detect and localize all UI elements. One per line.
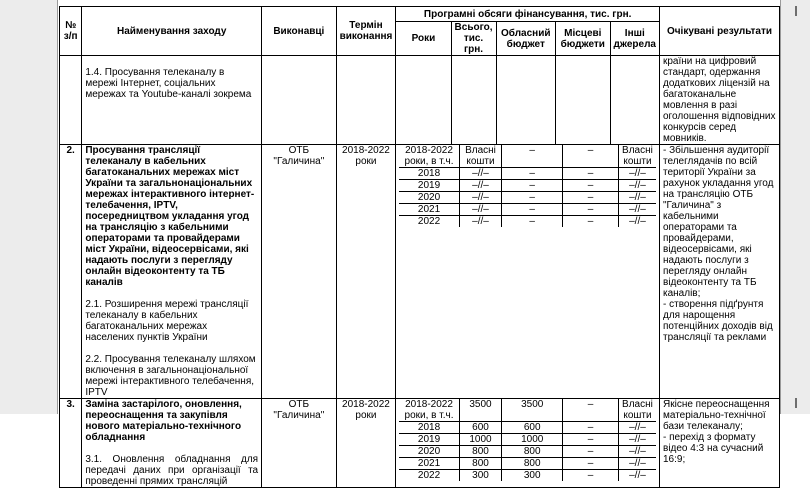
- scroll-up-mark[interactable]: [795, 6, 797, 16]
- funding-local: –: [563, 470, 619, 482]
- funding-total: –//–: [459, 204, 502, 216]
- funding-regional: 1000: [502, 434, 563, 446]
- activity-text: 1.4. Просування телеканалу в мережі Інтернет, соціальних мережах та Youtube-каналі зокрема: [85, 67, 252, 100]
- header-years: Роки: [396, 22, 451, 56]
- funding-local: –: [563, 180, 619, 192]
- term-cell: 2018-2022 роки: [336, 399, 396, 488]
- funding-regional: 300: [502, 470, 563, 482]
- funding-total: 600: [459, 422, 502, 434]
- funding-year: 2018: [399, 168, 459, 180]
- header-funding: Програмні обсяги фінансування, тис. грн.: [396, 7, 660, 22]
- funding-total: 800: [459, 458, 502, 470]
- results-text-1: - Збільшення аудиторії телеглядачів по всій території України за рахунок укладання угод на трансляцію ОТБ "Галичина" з кабельними операторами та провайдерами, відеосервісами, які надають послуги з перегляду онлайн відеоконтенту та ТБ каналів;: [663, 145, 774, 299]
- funding-row: [399, 180, 656, 192]
- term-cell: 2018-2022 роки: [336, 145, 396, 399]
- header-activity: Найменування заходу: [82, 7, 262, 56]
- funding-year: 2019: [399, 434, 459, 446]
- funding-regional: 3500: [502, 399, 563, 422]
- funding-year: 2019: [399, 180, 459, 192]
- funding-subtable: [399, 399, 656, 481]
- header-local: Місцеві бюджети: [556, 22, 611, 56]
- funding-cell: [396, 399, 660, 488]
- header-results: Очікувані результати: [660, 7, 780, 56]
- funding-local: –: [563, 204, 619, 216]
- funding-total: 3500: [459, 399, 502, 422]
- results-text-2: - перехід з формату відео 4:3 на сучасний 16:9;: [663, 432, 764, 465]
- funding-local: –: [563, 458, 619, 470]
- funding-regional: –: [502, 168, 563, 180]
- funding-other: –//–: [618, 458, 656, 470]
- activity-sub-2: 2.2. Просування телеканалу шляхом включення в загальнонаціональної мережі інтерактивного телебачення, IPTV: [85, 354, 256, 398]
- funding-local: –: [563, 216, 619, 228]
- funding-row: [399, 204, 656, 216]
- activity-sub-1: 3.1. Оновлення обладнання для передачі даних при організації та проведенні прямих трансляцій: [85, 454, 259, 487]
- activity-title: Заміна застарілого, оновлення, переоснащення та закупівля нового матеріально-технічного обладнання: [85, 399, 242, 443]
- funding-other: –//–: [618, 434, 656, 446]
- funding-regional: –: [502, 180, 563, 192]
- program-table: [59, 6, 780, 488]
- funding-other: Власні кошти: [618, 145, 656, 168]
- funding-year: 2022: [399, 470, 459, 482]
- funding-other: –//–: [629, 470, 646, 481]
- funding-year: 2021: [399, 204, 459, 216]
- funding-other: –//–: [629, 216, 646, 227]
- funding-row: [399, 446, 656, 458]
- header-num: № з/п: [60, 7, 82, 56]
- page-edge-right: [780, 0, 781, 414]
- funding-other: Власні кошти: [618, 399, 656, 422]
- funding-total: –//–: [459, 168, 502, 180]
- funding-row: [399, 216, 656, 228]
- activity-cell: [82, 56, 262, 145]
- activity-title: Просування трансляції телеканалу в кабельних багатоканальних мережах міст України та загальнонаціональних мережах інтерактивного інтернет-телебачення, IPTV, посередництвом укладання угод на трансляцію з кабельними операторами та провайдерами міст України, відеосервісами, які надають послуги з перегляду онлайн відеоконтенту та ТБ каналів: [85, 145, 255, 288]
- table-row: [60, 145, 780, 399]
- results-cell: [660, 145, 780, 399]
- funding-local: –: [563, 192, 619, 204]
- document-page: [58, 0, 780, 487]
- header-executors: Виконавці: [262, 7, 336, 56]
- funding-regional: –: [502, 216, 563, 228]
- funding-row: [399, 168, 656, 180]
- funding-year: 2018-2022 роки, в т.ч.: [399, 399, 459, 422]
- header-term: Термін виконання: [336, 7, 396, 56]
- funding-year: 2018: [399, 422, 459, 434]
- funding-year: 2021: [399, 458, 459, 470]
- funding-year: 2022: [399, 216, 459, 228]
- funding-row: [399, 470, 656, 482]
- executor-cell: ОТБ "Галичина": [262, 145, 336, 399]
- funding-subtable: [399, 145, 656, 227]
- header-other: Інші джерела: [610, 22, 659, 56]
- results-text-1: Якісне переоснащення матеріально-технічної бази телеканалу;: [663, 399, 770, 432]
- funding-row: [399, 422, 656, 434]
- executor-cell: ОТБ "Галичина": [262, 399, 336, 488]
- funding-local: –: [563, 145, 619, 168]
- row-number: 2.: [60, 145, 82, 399]
- funding-row: [399, 145, 656, 168]
- funding-total: 800: [459, 446, 502, 458]
- funding-total: 300: [459, 470, 502, 482]
- funding-regional: –: [502, 204, 563, 216]
- funding-local: –: [563, 399, 619, 422]
- results-cell: країни на цифровий стандарт, одержання додаткових ліцензій на багатоканальне мовлення в разі оголошення відповідних конкурсів серед мовників.: [660, 56, 780, 145]
- header-total: Всього, тис. грн.: [451, 22, 496, 56]
- funding-local: –: [563, 446, 619, 458]
- table-row: [60, 56, 780, 145]
- funding-row: [399, 458, 656, 470]
- funding-total: –//–: [459, 192, 502, 204]
- funding-local: –: [563, 422, 619, 434]
- funding-other: –//–: [618, 180, 656, 192]
- funding-year: 2020: [399, 446, 459, 458]
- funding-local: –: [563, 168, 619, 180]
- funding-regional: –: [502, 192, 563, 204]
- funding-total: –//–: [459, 216, 502, 228]
- activity-cell: [82, 399, 262, 488]
- funding-row: [399, 192, 656, 204]
- funding-other: –//–: [618, 168, 656, 180]
- funding-total: –//–: [459, 180, 502, 192]
- scroll-down-mark[interactable]: [795, 398, 797, 408]
- funding-total: 1000: [459, 434, 502, 446]
- activity-sub-1: 2.1. Розширення мережі трансляції телеканалу в кабельних багатоканальних мережах населених пунктів України: [85, 299, 249, 343]
- funding-cell: [396, 145, 660, 399]
- funding-regional: 600: [502, 422, 563, 434]
- viewer-scrollbar[interactable]: [781, 0, 810, 414]
- funding-row: [399, 434, 656, 446]
- viewer-margin-left: [0, 0, 57, 414]
- results-cell: [660, 399, 780, 488]
- table-row: [60, 399, 780, 488]
- funding-regional: –: [502, 145, 563, 168]
- funding-regional: 800: [502, 458, 563, 470]
- funding-total: Власні кошти: [459, 145, 502, 168]
- funding-local: –: [563, 434, 619, 446]
- header-regional: Обласний бюджет: [496, 22, 556, 56]
- funding-year: 2020: [399, 192, 459, 204]
- row-number: 3.: [60, 399, 82, 488]
- funding-row: [399, 399, 656, 422]
- funding-other: –//–: [618, 192, 656, 204]
- funding-other: –//–: [618, 446, 656, 458]
- funding-other: –//–: [618, 204, 656, 216]
- funding-year: 2018-2022 роки, в т.ч.: [399, 145, 459, 168]
- funding-other: –//–: [618, 422, 656, 434]
- results-text-2: - створення підґрунтя для нарощення потенційних доходів від трансляції та реклами: [663, 299, 773, 343]
- activity-cell: [82, 145, 262, 399]
- funding-regional: 800: [502, 446, 563, 458]
